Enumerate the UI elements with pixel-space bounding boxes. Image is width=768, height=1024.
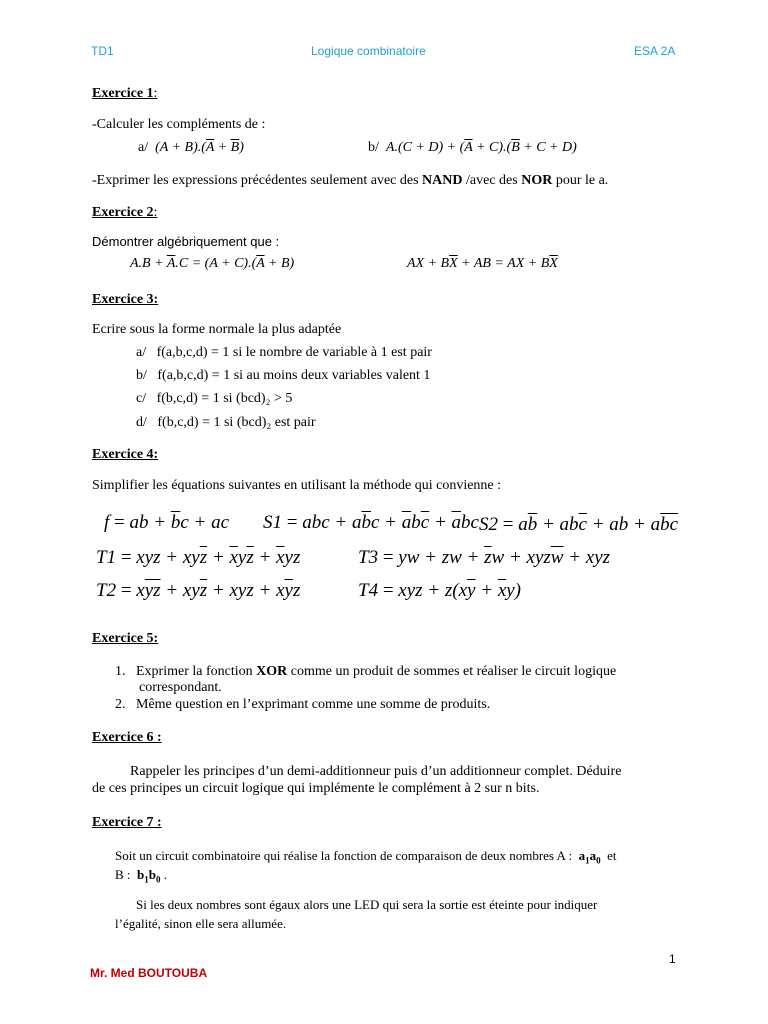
ex7-line3: Si les deux nombres sont égaux alors une LED qui sera la sortie est éteinte pour indiquer: [136, 897, 598, 912]
ex7-line1: Soit un circuit combinatoire qui réalise la fonction de comparaison de deux nombres A : $a_1a_0$ et: [115, 848, 617, 866]
page-number: 1: [669, 952, 676, 966]
ex3-item-c: c/ f(b,c,d) = 1 si (bcd)₂ > 5: [136, 391, 293, 406]
ex2-formula-1: $A.B + \overline{A}.C = (A + C).(\overline{A} + B)$: [130, 256, 295, 271]
ex4-intro: Simplifier les équations suivantes en utilisant la méthode qui convienne :: [92, 478, 502, 493]
ex1-title: Exercice 1:: [92, 86, 158, 101]
ex3-item-a: a/ f(a,b,c,d) = 1 si le nombre de variable à 1 est pair: [136, 345, 432, 360]
ex7-line4: l’égalité, sinon elle sera allumée.: [115, 916, 287, 931]
ex1-formula-a: a/ $(A + B).(\overline{A} + \overline{B})$: [138, 140, 244, 155]
ex3-item-b: b/ f(a,b,c,d) = 1 si au moins deux variables valent 1: [136, 368, 431, 383]
ex1-formula-b: b/ $A.(C + D) + (\overline{A} + C).(\overline{B} + C + D)$: [368, 140, 577, 155]
ex7-title: Exercice 7 :: [92, 815, 162, 830]
ex2-intro: Démontrer algébriquement que :: [92, 234, 280, 249]
ex7-line2: B : $b_1b_0$ .: [115, 867, 168, 885]
ex6-title: Exercice 6 :: [92, 730, 162, 745]
ex5-item-2: 2. Même question en l’exprimant comme une somme de produits.: [115, 697, 491, 712]
ex6-line1: Rappeler les principes d’un demi-additionneur puis d’un additionneur complet. Déduire: [130, 764, 622, 779]
ex1-line2: -Exprimer les expressions précédentes seulement avec des NAND /avec des NOR pour le a.: [92, 173, 609, 188]
eq-t2: $T2 = x\overline{y}\overline{z} + xy\overline{z}$ + xyz + $x\overline{y}z$: [96, 580, 301, 601]
eq-t3: T3 = yw + zw + $\overline{z}w + xyz\overline{w}$ + xyz: [358, 547, 611, 568]
ex2-title: Exercice 2:: [92, 205, 158, 220]
ex3-title: Exercice 3:: [92, 292, 159, 307]
ex3-item-d: d/ f(b,c,d) = 1 si (bcd)₂ est pair: [136, 415, 316, 430]
eq-t1: T1 = xyz + $xy\overline{z} + \overline{x}y\overline{z} + \overline{x}yz$: [96, 547, 301, 568]
header-center: Logique combinatoire: [311, 44, 426, 58]
eq-t4: T4 = xyz + $z(x\overline{y} + \overline{x}y)$: [358, 580, 522, 601]
header-right: ESA 2A: [634, 44, 676, 58]
header-left: TD1: [91, 44, 114, 58]
ex4-title: Exercice 4:: [92, 447, 159, 462]
ex5-item-1-cont: correspondant.: [139, 680, 222, 695]
ex2-formula-2: AX + $B\overline{X}$ + AB = AX + $B\overline{X}$: [407, 256, 558, 271]
ex5-title: Exercice 5:: [92, 631, 159, 646]
ex5-item-1: 1. Exprimer la fonction XOR comme un produit de sommes et réaliser le circuit logique: [115, 664, 617, 679]
ex1-intro: -Calculer les compléments de :: [92, 117, 266, 132]
ex6-line2: de ces principes un circuit logique qui implémente le complément à 2 sur n bits.: [92, 781, 540, 796]
footer-author: Mr. Med BOUTOUBA: [90, 966, 208, 980]
eq-f: f = ab + $\overline{b}c$ + ac: [104, 512, 230, 533]
eq-s1: S1 = abc + $a\overline{b}c + \overline{a}b\overline{c} + \overline{a}bc$: [263, 512, 479, 533]
ex3-intro: Ecrire sous la forme normale la plus adaptée: [92, 322, 342, 337]
eq-s2: $S2 = a\overline{b} + ab\overline{c}$ + ab + $a\overline{bc}$: [479, 514, 679, 535]
